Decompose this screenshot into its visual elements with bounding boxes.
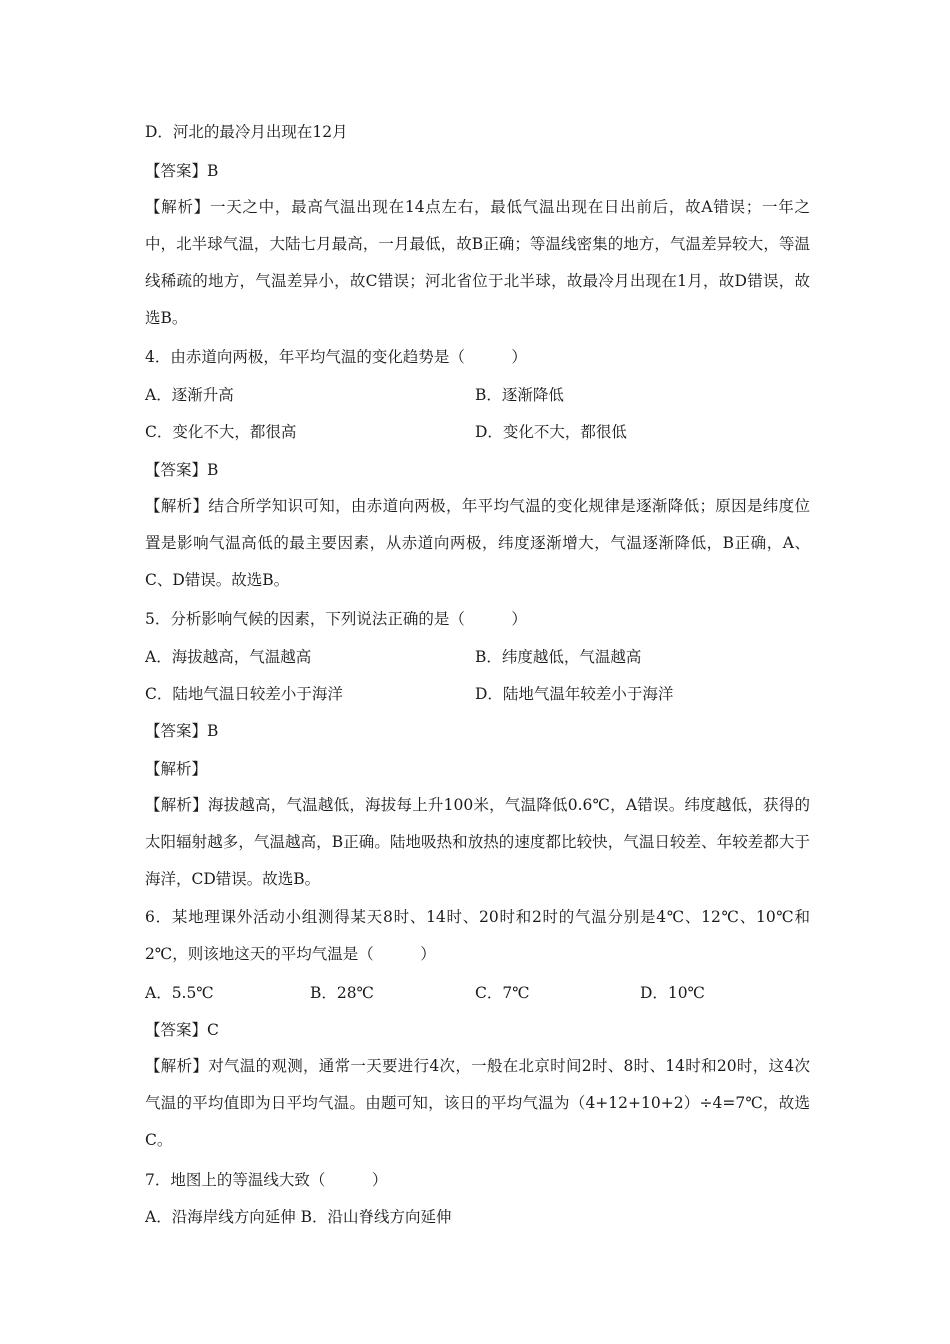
q4-option-d: D．变化不大，都很低: [475, 423, 627, 441]
q6-option-b: B．28℃: [310, 984, 374, 1002]
q5-option-a: A．海拔越高，气温越高: [145, 648, 312, 666]
q6-option-c: C．7℃: [475, 984, 530, 1002]
q4-option-a: A．逐渐升高: [145, 386, 234, 404]
q6-option-d: D．10℃: [640, 984, 705, 1002]
q5-option-c: C．陆地气温日较差小于海洋: [145, 685, 343, 703]
q5-option-b: B．纬度越低，气温越高: [475, 648, 642, 666]
q5-stem: 5．分析影响气候的因素，下列说法正确的是（ ）: [145, 610, 527, 628]
q5-answer: 【答案】B: [145, 722, 219, 740]
q5-option-d: D．陆地气温年较差小于海洋: [475, 685, 674, 703]
q6-answer: 【答案】C: [145, 1021, 219, 1039]
q4-answer: 【答案】B: [145, 461, 219, 479]
q6-option-a: A．5.5℃: [145, 984, 214, 1002]
q4-analysis: 【解析】结合所学知识可知，由赤道向两极，年平均气温的变化规律是逐渐降低；原因是纬度位置是影响气温高低的最主要因素，从赤道向两极，纬度逐渐增大，气温逐渐降低，B正确，A、C、D错误。故选B。: [145, 497, 810, 589]
q3-analysis: 【解析】一天之中，最高气温出现在14点左右，最低气温出现在日出前后，故A错误；一年之中，北半球气温，大陆七月最高，一月最低，故B正确；等温线密集的地方，气温差异较大，等温线稀疏的地方，气温差异小，故C错误；河北省位于北半球，故最冷月出现在1月，故D错误，故选B。: [145, 198, 810, 327]
q6-stem: 6．某地理课外活动小组测得某天8时、14时、20时和2时的气温分别是4℃、12℃、10℃和2℃，则该地这天的平均气温是（ ）: [145, 908, 810, 963]
q6-analysis: 【解析】对气温的观测，通常一天要进行4次，一般在北京时间2时、8时、14时和20时，这4次气温的平均值即为日平均气温。由题可知，该日的平均气温为（4+12+10+2）÷4=7℃，故选C。: [145, 1057, 810, 1149]
prev-option-d: D．河北的最冷月出现在12月: [145, 123, 348, 141]
q3-answer: 【答案】B: [145, 162, 219, 180]
q4-stem: 4．由赤道向两极，年平均气温的变化趋势是（ ）: [145, 348, 527, 366]
q5-analysis: 【解析】海拔越高，气温越低，海拔每上升100米，气温降低0.6℃，A错误。纬度越低，获得的太阳辐射越多，气温越高，B正确。陆地吸热和放热的速度都比较快，气温日较差、年较差都大于海洋，CD错误。故选B。: [145, 796, 810, 888]
q4-option-b: B．逐渐降低: [475, 386, 564, 404]
q5-analysis-head: 【解析】: [145, 760, 208, 778]
q7-stem: 7．地图上的等温线大致（ ）: [145, 1171, 388, 1189]
q4-option-c: C．变化不大，都很高: [145, 423, 297, 441]
q7-options: A．沿海岸线方向延伸 B．沿山脊线方向延伸: [145, 1208, 452, 1226]
